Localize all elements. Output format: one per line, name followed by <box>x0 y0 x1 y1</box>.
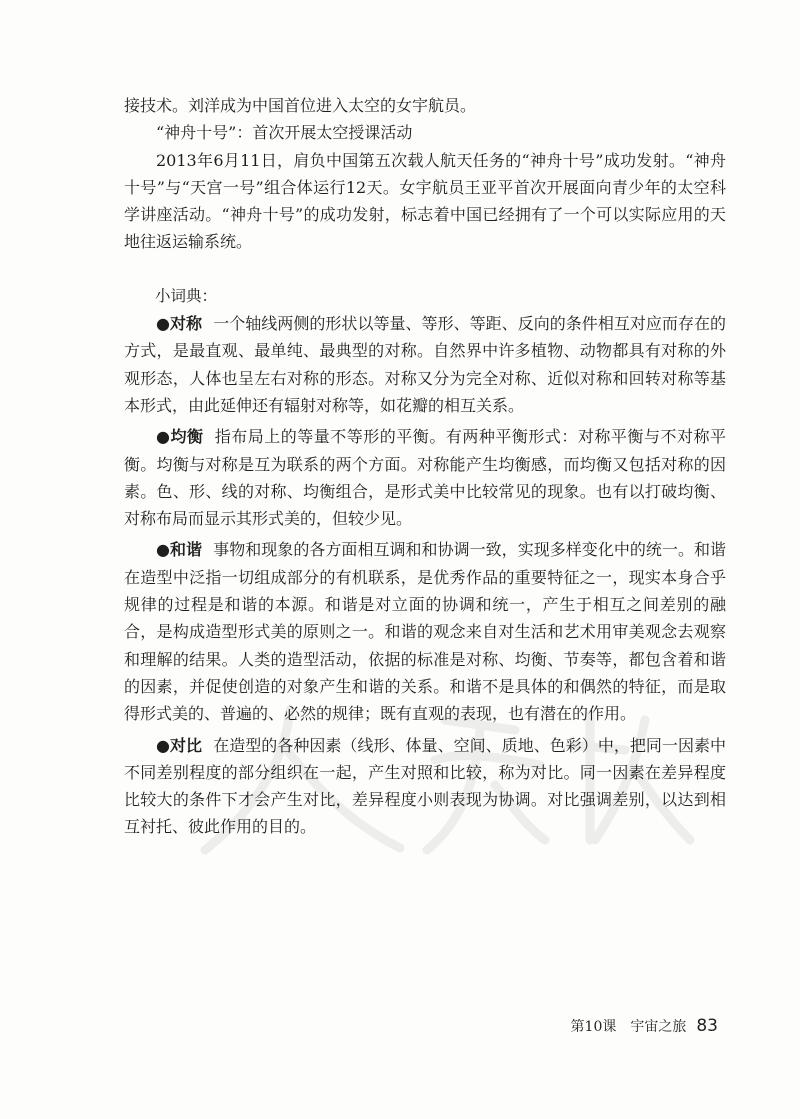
term-definition: 事物和现象的各方面相互调和和协调一致，实现多样变化中的统一。和谐在造型中泛指一切组成部分的有机联系，是优秀作品的重要特征之一，现实本身合乎规律的过程是和谐的本源。和谐是对立面的协调和统一，产生于相互之间差别的融合，是构成造型形式美的原则之一。和谐的观念来自对生活和艺术用审美观念去观察和理解的结果。人类的造型活动，依据的标准是对称、均衡、节奏等，都包含着和谐的因素，并促使创造的对象产生和谐的关系。和谐不是具体的和偶然的特征，而是取得形式美的、普遍的、必然的规律；既有直观的表现，也有潜在的作用。 <box>124 540 726 724</box>
intro-paragraph: 2013年6月11日，肩负中国第五次载人航天任务的“神舟十号”成功发射。“神舟十号”与“天宫一号”组合体运行12天。女宇航员王亚平首次开展面向青少年的太空科学讲座活动。“神舟十号”的成功发射，标志着中国已经拥有了一个可以实际应用的天地往返运输系统。 <box>124 150 726 252</box>
term-label: ●和谐 <box>156 540 203 560</box>
term-label: ●均衡 <box>156 427 204 447</box>
page-content <box>124 92 726 845</box>
page-number: 83 <box>696 1016 718 1036</box>
section-heading: “神舟十号”：首次开展太空授课活动 <box>156 123 413 143</box>
page-footer <box>571 1016 718 1036</box>
term-label: ●对比 <box>156 735 203 755</box>
dictionary-entry-contrast <box>124 732 726 841</box>
term-definition: 一个轴线两侧的形状以等量、等形、等距、反向的条件相互对应而存在的方式，是最直观、最单纯、最典型的对称。自然界中许多植物、动物都具有对称的外观形态，人体也呈左右对称的形态。对称又分为完全对称、近似对称和回转对称等基本形式，由此延伸还有辐射对称等，如花瓣的相互关系。 <box>124 314 726 415</box>
dictionary-title: 小词典： <box>155 286 218 305</box>
term-definition: 在造型的各种因素（线形、体量、空间、质地、色彩）中，把同一因素中不同差别程度的部分组织在一起，产生对照和比较，称为对比。同一因素在差异程度比较大的条件下才会产生对比，差异程度小则表现为协调。对比强调差别，以达到相互衬托、彼此作用的目的。 <box>124 735 726 837</box>
dictionary-entry-harmony <box>124 536 726 727</box>
intro-line: 接技术。刘洋成为中国首位进入太空的女宇航员。 <box>124 96 477 115</box>
term-definition: 指布局上的等量不等形的平衡。有两种平衡形式：对称平衡与不对称平衡。均衡与对称是互为联系的两个方面。对称能产生均衡感，而均衡又包括对称的因素。色、形、线的对称、均衡组合，是形式美中比较常见的现象。也有以打破均衡、对称布局而显示其形式美的，但较少见。 <box>124 427 726 529</box>
dictionary-entry-symmetry <box>124 310 726 419</box>
spacer <box>124 256 726 283</box>
dictionary-entry-balance <box>124 423 726 532</box>
lesson-title: 第10课 宇宙之旅 <box>570 1019 687 1035</box>
term-label: ●对称 <box>156 314 203 334</box>
